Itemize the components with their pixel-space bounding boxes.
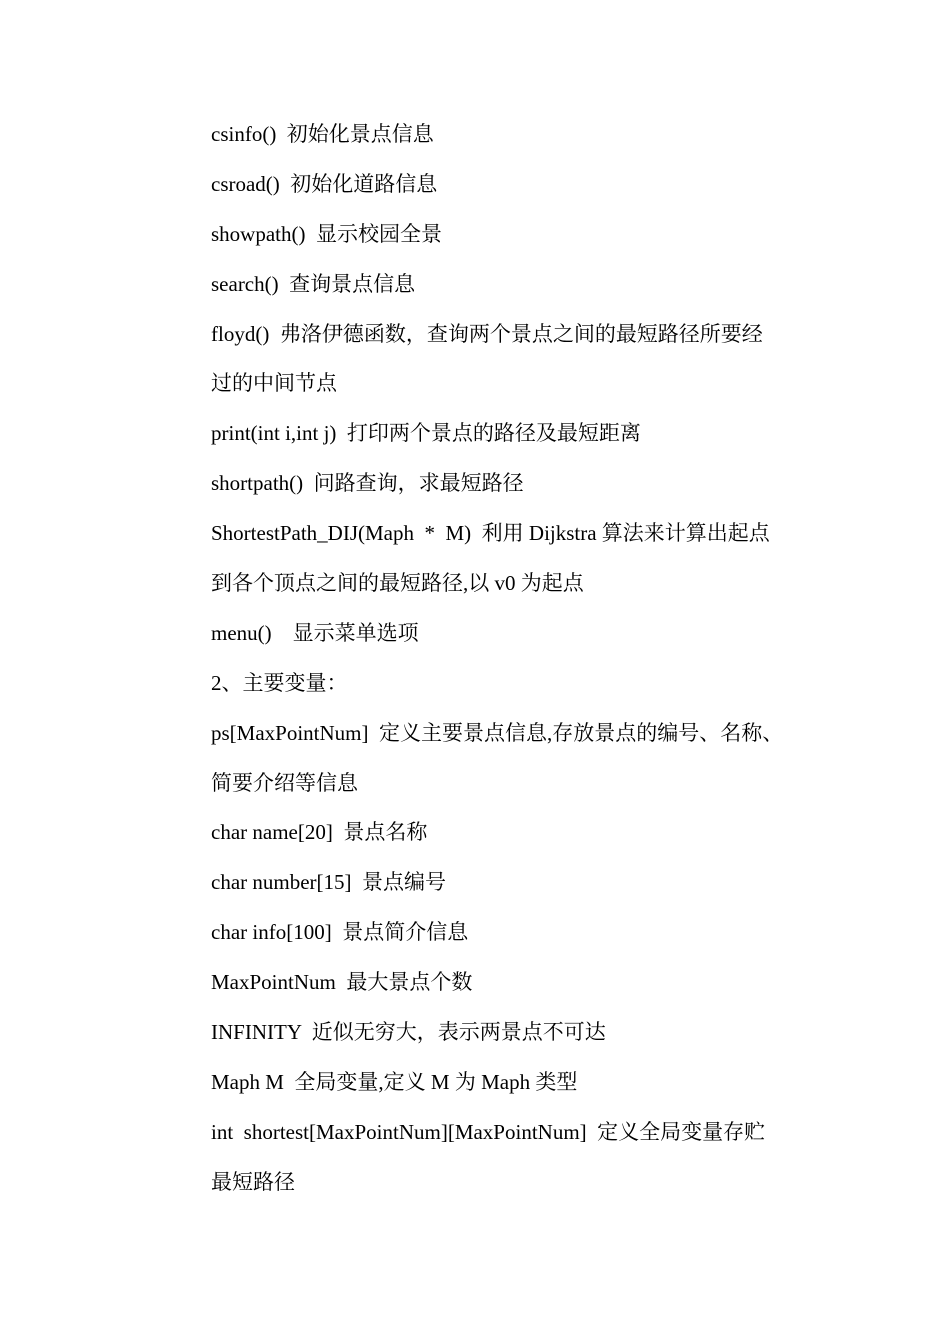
text-line-shortest: int shortest[MaxPointNum][MaxPointNum] 定义全局变量存贮 [211,1119,766,1144]
text-line-print: print(int i,int j) 打印两个景点的路径及最短距离 [211,421,641,446]
text-line-floyd-cont: 过的中间节点 [211,371,337,396]
text-line-shortpath: shortpath() 问路查询，求最短路径 [211,471,524,496]
document-body [211,110,811,1208]
text-line-menu: menu() 显示菜单选项 [211,620,419,645]
text-line-info: char info[100] 景点简介信息 [211,920,469,945]
text-line-infinity: INFINITY 近似无穷大，表示两景点不可达 [211,1020,606,1045]
text-line-dijkstra-cont: 到各个顶点之间的最短路径,以 v0 为起点 [211,571,584,596]
section-heading-variables: 2、主要变量： [211,670,348,695]
text-line-ps-cont: 简要介绍等信息 [211,770,358,795]
text-line-maph: Maph M 全局变量,定义 M 为 Maph 类型 [211,1069,578,1094]
text-line-showpath: showpath() 显示校园全景 [211,221,442,246]
text-line-shortest-cont: 最短路径 [211,1169,295,1194]
text-line-name: char name[20] 景点名称 [211,820,428,845]
text-line-csroad: csroad() 初始化道路信息 [211,171,438,196]
text-line-dijkstra: ShortestPath_DIJ(Maph * M) 利用 Dijkstra 算法来计算出起点 [211,521,770,546]
text-line-floyd: floyd() 弗洛伊德函数，查询两个景点之间的最短路径所要经 [211,321,763,346]
text-line-maxpointnum: MaxPointNum 最大景点个数 [211,970,473,995]
text-line-csinfo: csinfo() 初始化景点信息 [211,122,434,146]
text-line-search: search() 查询景点信息 [211,271,416,296]
text-line-number: char number[15] 景点编号 [211,870,447,895]
text-line-ps: ps[MaxPointNum] 定义主要景点信息,存放景点的编号、名称、 [211,720,784,745]
